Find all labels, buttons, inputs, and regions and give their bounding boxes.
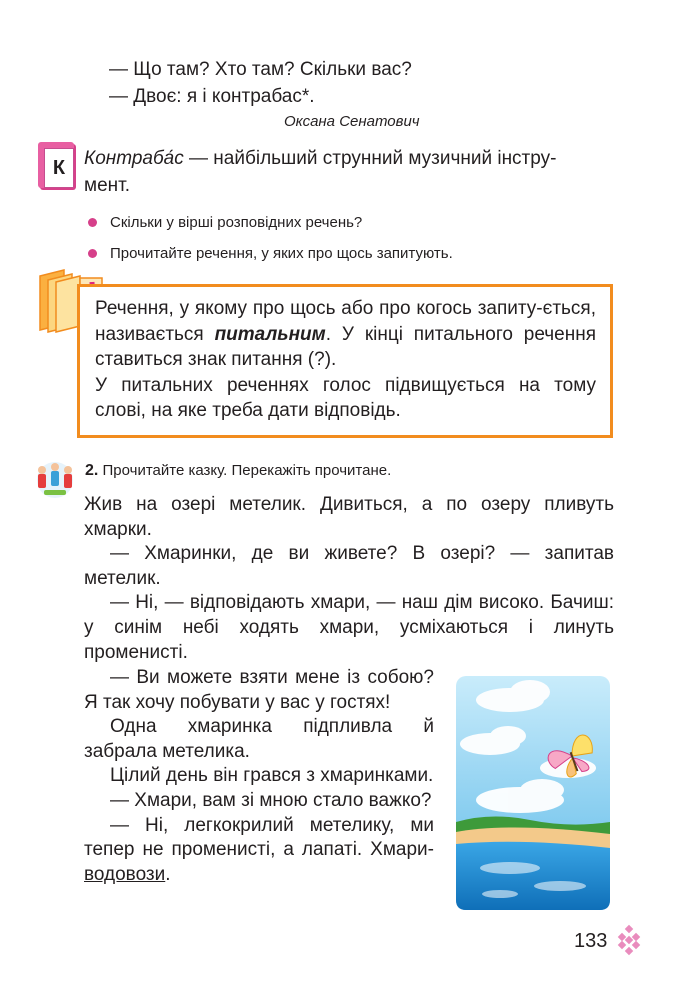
poem-author: Оксана Сенатович	[284, 113, 420, 130]
story-bottom	[84, 666, 434, 887]
task-instruction: Прочитайте казку. Перекажіть прочитане.	[102, 462, 392, 479]
story-paragraph: Одна хмаринка підпливла й забрала метелика.	[84, 716, 434, 762]
page-number: 133	[574, 930, 608, 952]
poem-line-1: — Що там? Хто там? Скільки вас?	[109, 59, 412, 80]
poem	[109, 56, 412, 110]
butterfly-clouds-illustration	[450, 672, 614, 912]
question-item: Скільки у вірші розповідних речень?	[88, 213, 453, 233]
rule-text-2: У питальних реченнях голос підвищується на тому слові, на яке треба дати відповідь.	[95, 374, 596, 421]
story-text: .	[165, 863, 171, 885]
ornament-icon	[616, 924, 642, 956]
rule-text-part2: . У кінці питального речення ставиться знак питання (?).	[95, 323, 597, 370]
story-paragraph: — Хмари, вам зі мною стало важко?	[110, 789, 432, 811]
glossary-definition: — найбільший струнний музичний інстру-	[183, 148, 557, 169]
story-paragraph	[84, 814, 434, 888]
story-paragraph: — Ні, — відповідають хмари, — наш дім високо. Бачиш: у синім небі ходять хмари, усміхаються і линуть променисті.	[84, 592, 614, 663]
children-icon	[30, 460, 80, 500]
task-number: 2.	[85, 462, 99, 479]
rule-text-part1: Речення, у якому про щось або про когось запиту-ється, називається	[95, 298, 596, 345]
rule-box	[77, 284, 613, 438]
glossary-term: Контраба́с	[84, 148, 184, 169]
story-paragraph: Жив на озері метелик. Дивиться, а по озеру пливуть хмарки.	[84, 494, 614, 540]
glossary-definition-cont: мент.	[84, 175, 130, 196]
rule-keyword: питальним	[214, 323, 326, 345]
story-paragraph: — Ви можете взяти мене із собою? Я так хочу побувати у вас у гостях!	[84, 667, 434, 713]
story-paragraph: — Хмаринки, де ви живете? В озері? — запитав метелик.	[84, 543, 614, 589]
question-item: Прочитайте речення, у яких про щось запитують.	[88, 244, 453, 264]
story-top	[84, 493, 614, 665]
task-title	[85, 462, 391, 480]
story-paragraph: Цілий день він грався з хмаринками.	[110, 765, 434, 787]
rule-text-1	[95, 296, 596, 373]
story-text: — Ні, легкокрилий метелику, ми тепер не променисті, а лапаті. Хмари-	[84, 814, 434, 861]
question-list	[88, 213, 453, 275]
glossary-entry	[84, 145, 614, 199]
glossary-badge-letter: К	[44, 148, 74, 188]
poem-line-2: — Двоє: я і контрабас*.	[109, 86, 315, 107]
story-underlined-word: водовози	[84, 863, 166, 885]
glossary-badge	[38, 142, 78, 192]
